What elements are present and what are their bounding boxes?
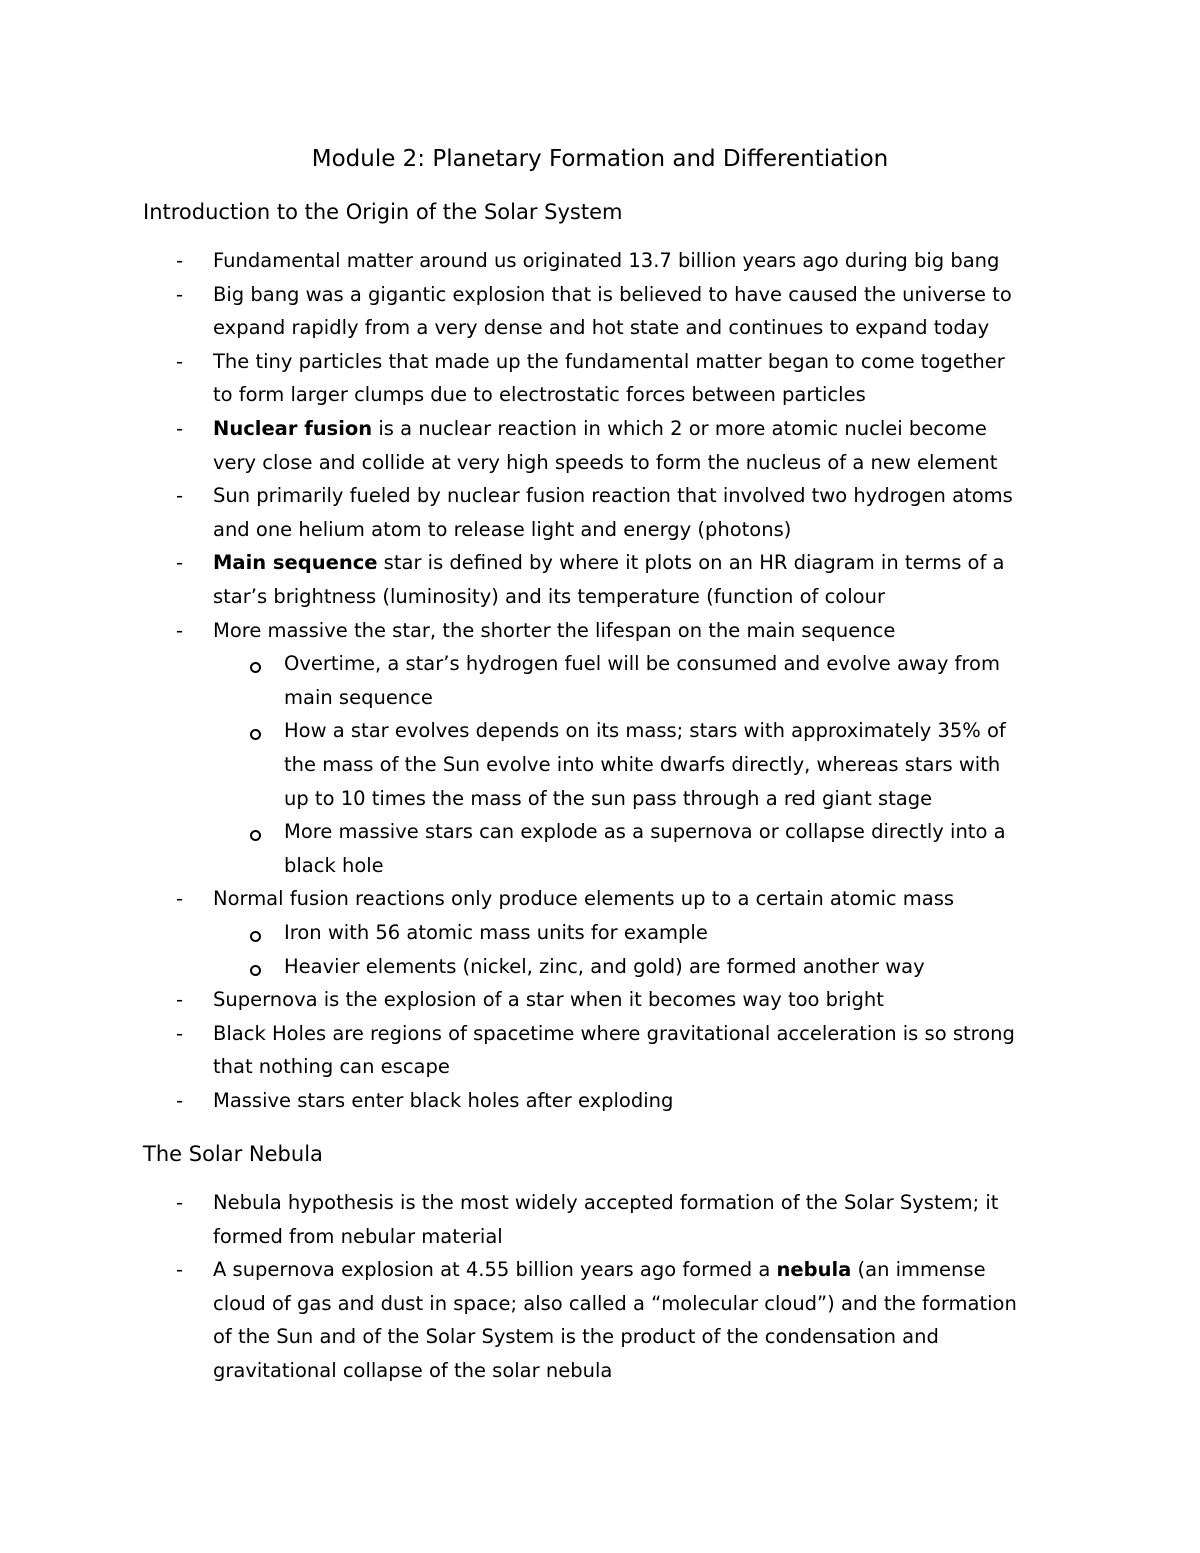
list-item-text: Normal fusion reactions only produce elements up to a certain atomic mass — [213, 887, 955, 911]
bullet-circle-icon — [250, 729, 261, 740]
sub-item-text: Heavier elements (nickel, zinc, and gold) are formed another way — [284, 954, 925, 978]
sub-item-text: main sequence — [284, 685, 433, 709]
list-item-text: More massive the star, the shorter the lifespan on the main sequence — [213, 618, 896, 642]
list-item-text: Nebula hypothesis is the most widely accepted formation of the Solar System; it — [213, 1191, 999, 1214]
list-item-text: Main sequence star is defined by where it plots on an HR diagram in terms of a — [213, 551, 1005, 575]
bullet-dash: - — [176, 417, 184, 440]
section-heading: Introduction to the Origin of the Solar System — [143, 200, 623, 224]
bullet-dash: - — [176, 249, 184, 272]
list-item-text: to form larger clumps due to electrostatic forces between particles — [213, 383, 866, 407]
sub-item-text: How a star evolves depends on its mass; stars with approximately 35% of — [284, 719, 1006, 743]
list-item-text: Nuclear fusion is a nuclear reaction in which 2 or more atomic nuclei become — [213, 417, 987, 440]
list-item-text: The tiny particles that made up the fundamental matter began to come together — [213, 349, 1005, 373]
list-item-text: Sun primarily fueled by nuclear fusion reaction that involved two hydrogen atoms — [213, 484, 1013, 508]
bullet-dash: - — [176, 887, 184, 911]
list-item-text: very close and collide at very high speeds to form the nucleus of a new element — [213, 450, 998, 474]
sub-item-text: up to 10 times the mass of the sun pass through a red giant stage — [284, 786, 933, 810]
bullet-circle-icon — [250, 931, 261, 942]
bullet-dash: - — [176, 988, 184, 1012]
bullet-dash: - — [176, 484, 184, 508]
list-item-text: Big bang was a gigantic explosion that is believed to have caused the universe to — [213, 282, 1012, 306]
bullet-circle-icon — [250, 830, 261, 841]
bold-term: Nuclear fusion — [213, 417, 373, 440]
list-item-text: that nothing can escape — [213, 1055, 450, 1079]
bold-term: nebula — [776, 1258, 852, 1282]
bullet-dash: - — [176, 1089, 184, 1112]
list-item-text: cloud of gas and dust in space; also called a “molecular cloud”) and the formation — [213, 1291, 1017, 1315]
list-item-text: expand rapidly from a very dense and hot state and continues to expand today — [213, 316, 990, 340]
sub-item-text: Overtime, a star’s hydrogen fuel will be consumed and evolve away from — [284, 652, 1000, 676]
section-heading: The Solar Nebula — [143, 1142, 323, 1166]
bullet-dash: - — [176, 618, 184, 642]
list-item-text: Fundamental matter around us originated 13.7 billion years ago during big bang — [213, 249, 1000, 272]
sub-item-text: More massive stars can explode as a supernova or collapse directly into a — [284, 820, 1006, 844]
list-item-text: of the Sun and of the Solar System is the product of the condensation and — [213, 1325, 939, 1349]
list-item-text: Massive stars enter black holes after exploding — [213, 1089, 674, 1112]
bullet-dash: - — [176, 1191, 184, 1214]
bullet-dash: - — [176, 1021, 184, 1045]
list-item-text: Supernova is the explosion of a star when it becomes way too bright — [213, 988, 884, 1012]
bullet-dash: - — [176, 551, 184, 575]
list-item-text: formed from nebular material — [213, 1224, 503, 1248]
list-item-text: and one helium atom to release light and energy (photons) — [213, 517, 792, 541]
page-title: Module 2: Planetary Formation and Differentiation — [311, 146, 889, 172]
bold-term: Main sequence — [213, 551, 378, 575]
bullet-dash: - — [176, 349, 184, 373]
sub-item-text: black hole — [284, 853, 384, 877]
bullet-dash: - — [176, 282, 184, 306]
sub-item-text: Iron with 56 atomic mass units for example — [284, 921, 708, 944]
bullet-circle-icon — [250, 662, 261, 673]
list-item-text: gravitational collapse of the solar nebula — [213, 1359, 613, 1382]
bullet-circle-icon — [250, 965, 261, 976]
list-item-text: star’s brightness (luminosity) and its temperature (function of colour — [213, 585, 885, 608]
bullet-dash: - — [176, 1258, 184, 1282]
list-item-text: Black Holes are regions of spacetime where gravitational acceleration is so strong — [213, 1021, 1015, 1045]
list-item-text: A supernova explosion at 4.55 billion years ago formed a nebula (an immense — [213, 1258, 986, 1282]
sub-item-text: the mass of the Sun evolve into white dwarfs directly, whereas stars with — [284, 753, 1001, 776]
